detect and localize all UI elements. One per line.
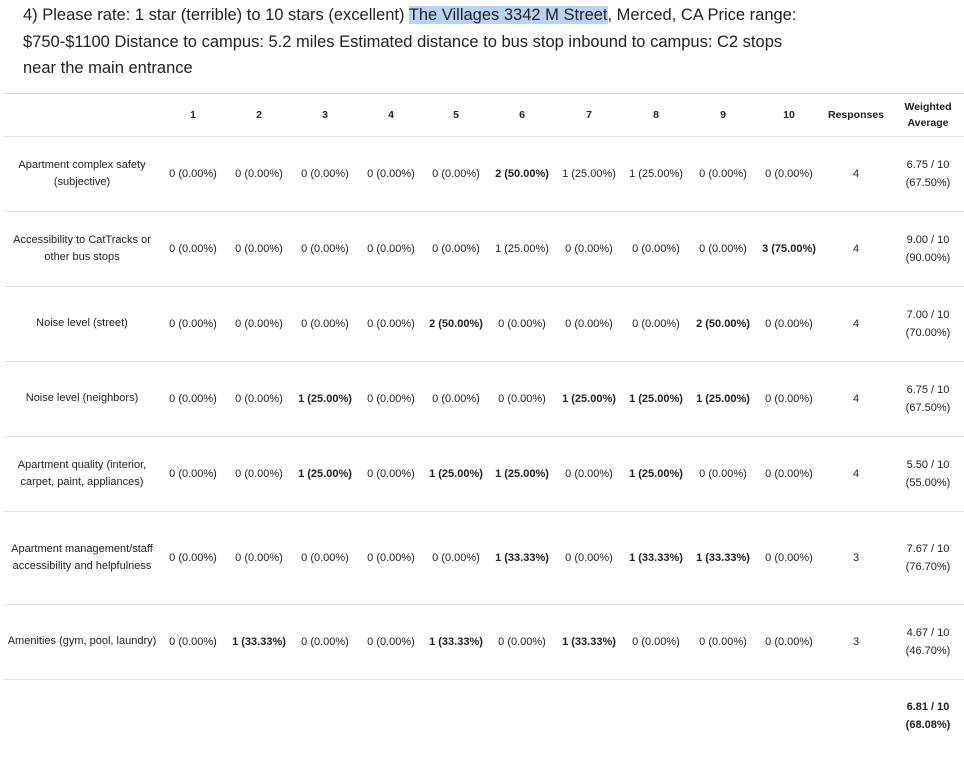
weighted-average-value: 7.00 / 10 (890, 306, 964, 324)
rating-cell (690, 287, 756, 362)
rating-cell-text: 0 (0.00%) (301, 636, 349, 648)
rating-cell-text: 0 (0.00%) (235, 468, 283, 480)
rating-cell-text: 0 (0.00%) (367, 168, 415, 180)
rating-cell (292, 512, 358, 605)
table-row (4, 605, 964, 680)
rating-cell (556, 512, 622, 605)
rating-cell-text: 0 (0.00%) (367, 468, 415, 480)
rating-cell-text: 2 (50.00%) (495, 168, 549, 180)
table-body (4, 137, 964, 758)
rating-cell-text: 1 (25.00%) (629, 393, 683, 405)
row-label: Apartment management/staff accessibility and helpfulness (4, 512, 160, 605)
rating-cell (556, 212, 622, 287)
rating-cell-text: 0 (0.00%) (235, 552, 283, 564)
rating-cell-text: 1 (25.00%) (495, 468, 549, 480)
rating-cell (226, 362, 292, 437)
column-header: 2 (226, 94, 292, 137)
empty-cell (488, 680, 556, 758)
overall-weighted-average (890, 680, 964, 758)
row-label: Apartment complex safety (subjective) (4, 137, 160, 212)
rating-cell (690, 605, 756, 680)
responses-cell: 4 (822, 137, 890, 212)
row-label: Amenities (gym, pool, laundry) (4, 605, 160, 680)
rating-cell (358, 512, 424, 605)
rating-cell-text: 0 (0.00%) (765, 393, 813, 405)
overall-average-percent: (68.08%) (890, 716, 964, 734)
empty-cell (4, 680, 160, 758)
weighted-average-cell (890, 437, 964, 512)
rating-cell-text: 0 (0.00%) (632, 636, 680, 648)
weighted-average-value: 9.00 / 10 (890, 231, 964, 249)
highlighted-selection[interactable]: The Villages 3342 M Street (409, 6, 608, 24)
table-row (4, 287, 964, 362)
rating-cell-text: 0 (0.00%) (367, 552, 415, 564)
rating-cell (756, 287, 822, 362)
responses-cell: 4 (822, 287, 890, 362)
rating-cell (424, 287, 488, 362)
rating-cell-text: 1 (33.33%) (629, 552, 683, 564)
rating-cell (358, 137, 424, 212)
rating-cell-text: 0 (0.00%) (765, 168, 813, 180)
rating-cell (292, 362, 358, 437)
column-header: Weighted Average (890, 94, 964, 137)
empty-cell (822, 680, 890, 758)
rating-cell-text: 0 (0.00%) (301, 318, 349, 330)
rating-cell-text: 1 (25.00%) (629, 168, 683, 180)
rating-cell-text: 0 (0.00%) (235, 393, 283, 405)
column-header: 10 (756, 94, 822, 137)
table-row (4, 512, 964, 605)
rating-cell (160, 287, 226, 362)
rating-cell-text: 0 (0.00%) (632, 243, 680, 255)
rating-cell-text: 0 (0.00%) (765, 468, 813, 480)
rating-cell-text: 0 (0.00%) (367, 393, 415, 405)
weighted-average-cell (890, 137, 964, 212)
rating-cell-text: 1 (25.00%) (298, 468, 352, 480)
overall-row (4, 680, 964, 758)
empty-cell (424, 680, 488, 758)
table-row (4, 137, 964, 212)
rating-cell (424, 137, 488, 212)
rating-cell-text: 0 (0.00%) (699, 636, 747, 648)
rating-cell (160, 437, 226, 512)
rating-cell-text: 0 (0.00%) (699, 468, 747, 480)
rating-cell (226, 605, 292, 680)
rating-cell (292, 605, 358, 680)
weighted-average-cell (890, 605, 964, 680)
weighted-average-value: 6.75 / 10 (890, 156, 964, 174)
rating-cell (160, 212, 226, 287)
weighted-average-cell (890, 362, 964, 437)
empty-cell (556, 680, 622, 758)
rating-cell-text: 2 (50.00%) (429, 318, 483, 330)
rating-cell (556, 137, 622, 212)
table-row (4, 212, 964, 287)
rating-cell (756, 605, 822, 680)
weighted-average-value: 6.75 / 10 (890, 381, 964, 399)
rating-cell-text: 0 (0.00%) (432, 243, 480, 255)
rating-cell (622, 437, 690, 512)
column-header: Responses (822, 94, 890, 137)
question-text (23, 2, 813, 82)
ratings-table (4, 93, 964, 758)
weighted-average-percent: (76.70%) (890, 558, 964, 576)
rating-cell (756, 137, 822, 212)
rating-cell-text: 1 (33.33%) (429, 636, 483, 648)
responses-cell: 4 (822, 212, 890, 287)
rating-cell-text: 1 (25.00%) (298, 393, 352, 405)
rating-cell-text: 1 (25.00%) (629, 468, 683, 480)
rating-cell (292, 287, 358, 362)
rating-cell (556, 287, 622, 362)
rating-cell-text: 0 (0.00%) (169, 393, 217, 405)
rating-cell (292, 437, 358, 512)
column-header: 3 (292, 94, 358, 137)
column-header: 6 (488, 94, 556, 137)
rating-cell-text: 0 (0.00%) (765, 636, 813, 648)
empty-cell (756, 680, 822, 758)
weighted-average-percent: (46.70%) (890, 642, 964, 660)
rating-cell (690, 362, 756, 437)
rating-cell (756, 362, 822, 437)
rating-cell (622, 212, 690, 287)
rating-cell-text: 0 (0.00%) (169, 318, 217, 330)
rating-cell (488, 437, 556, 512)
weighted-average-percent: (67.50%) (890, 399, 964, 417)
rating-cell-text: 0 (0.00%) (699, 243, 747, 255)
header-row (4, 94, 964, 137)
responses-cell: 3 (822, 605, 890, 680)
rating-cell (160, 605, 226, 680)
rating-cell (556, 605, 622, 680)
column-header: 5 (424, 94, 488, 137)
rating-cell (160, 362, 226, 437)
rating-cell (488, 137, 556, 212)
row-label: Accessibility to CatTracks or other bus stops (4, 212, 160, 287)
rating-cell (690, 137, 756, 212)
rating-cell-text: 0 (0.00%) (632, 318, 680, 330)
rating-cell (160, 512, 226, 605)
responses-cell: 4 (822, 362, 890, 437)
rating-cell (358, 362, 424, 437)
rating-cell-text: 0 (0.00%) (765, 552, 813, 564)
rating-cell (358, 287, 424, 362)
rating-cell (556, 362, 622, 437)
empty-cell (292, 680, 358, 758)
column-header: 4 (358, 94, 424, 137)
question-suffix: , Merced, CA Price range: $750-$1100 Distance to campus: 5.2 miles Estimated distance to bus stop inbound to campus: C2 stops near the main entrance (23, 6, 796, 77)
rating-cell (488, 362, 556, 437)
rating-cell-text: 0 (0.00%) (301, 168, 349, 180)
responses-cell: 3 (822, 512, 890, 605)
table-row (4, 362, 964, 437)
rating-cell-text: 0 (0.00%) (235, 168, 283, 180)
rating-cell-text: 1 (25.00%) (562, 393, 616, 405)
rating-cell-text: 2 (50.00%) (696, 318, 750, 330)
rating-cell (622, 605, 690, 680)
rating-cell (756, 212, 822, 287)
rating-cell (226, 512, 292, 605)
column-header: 7 (556, 94, 622, 137)
column-header: 9 (690, 94, 756, 137)
rating-cell (358, 605, 424, 680)
rating-cell (424, 512, 488, 605)
rating-cell-text: 0 (0.00%) (169, 552, 217, 564)
rating-cell-text: 0 (0.00%) (235, 318, 283, 330)
rating-cell (226, 437, 292, 512)
rating-cell-text: 0 (0.00%) (765, 318, 813, 330)
rating-cell-text: 0 (0.00%) (169, 168, 217, 180)
rating-cell-text: 0 (0.00%) (367, 243, 415, 255)
rating-cell-text: 0 (0.00%) (699, 168, 747, 180)
empty-cell (622, 680, 690, 758)
weighted-average-cell (890, 512, 964, 605)
rating-cell (622, 512, 690, 605)
responses-cell: 4 (822, 437, 890, 512)
weighted-average-value: 4.67 / 10 (890, 624, 964, 642)
rating-cell (488, 212, 556, 287)
rating-cell-text: 0 (0.00%) (432, 168, 480, 180)
rating-cell-text: 1 (33.33%) (495, 552, 549, 564)
column-header: 8 (622, 94, 690, 137)
rating-cell (488, 512, 556, 605)
rating-cell (690, 512, 756, 605)
rating-cell (424, 362, 488, 437)
rating-cell-text: 1 (33.33%) (232, 636, 286, 648)
rating-cell-text: 0 (0.00%) (565, 243, 613, 255)
rating-cell-text: 0 (0.00%) (565, 552, 613, 564)
rating-cell (424, 212, 488, 287)
rating-cell-text: 1 (25.00%) (429, 468, 483, 480)
rating-cell-text: 1 (33.33%) (696, 552, 750, 564)
weighted-average-percent: (90.00%) (890, 249, 964, 267)
rating-cell (424, 437, 488, 512)
rating-cell-text: 0 (0.00%) (367, 636, 415, 648)
overall-average-value: 6.81 / 10 (890, 698, 964, 716)
empty-cell (160, 680, 226, 758)
rating-cell (226, 212, 292, 287)
rating-cell (226, 137, 292, 212)
rating-cell-text: 1 (25.00%) (495, 243, 549, 255)
empty-cell (358, 680, 424, 758)
rating-cell (358, 212, 424, 287)
rating-cell-text: 0 (0.00%) (169, 468, 217, 480)
header-label-spacer (4, 94, 160, 137)
weighted-average-value: 7.67 / 10 (890, 540, 964, 558)
rating-cell-text: 0 (0.00%) (301, 243, 349, 255)
empty-cell (226, 680, 292, 758)
rating-cell-text: 0 (0.00%) (432, 552, 480, 564)
weighted-average-percent: (70.00%) (890, 324, 964, 342)
rating-cell (292, 137, 358, 212)
rating-cell (622, 362, 690, 437)
rating-cell-text: 0 (0.00%) (498, 318, 546, 330)
rating-cell-text: 0 (0.00%) (498, 636, 546, 648)
empty-cell (690, 680, 756, 758)
weighted-average-cell (890, 212, 964, 287)
rating-cell-text: 3 (75.00%) (762, 243, 816, 255)
row-label: Apartment quality (interior, carpet, paint, appliances) (4, 437, 160, 512)
rating-cell-text: 1 (25.00%) (696, 393, 750, 405)
rating-cell (292, 212, 358, 287)
rating-cell (226, 287, 292, 362)
column-header: 1 (160, 94, 226, 137)
rating-cell (488, 605, 556, 680)
rating-cell-text: 0 (0.00%) (498, 393, 546, 405)
weighted-average-percent: (67.50%) (890, 174, 964, 192)
weighted-average-cell (890, 287, 964, 362)
rating-cell-text: 1 (25.00%) (562, 168, 616, 180)
rating-cell-text: 0 (0.00%) (169, 243, 217, 255)
rating-cell (160, 137, 226, 212)
weighted-average-percent: (55.00%) (890, 474, 964, 492)
rating-cell-text: 0 (0.00%) (169, 636, 217, 648)
rating-cell-text: 1 (33.33%) (562, 636, 616, 648)
rating-cell-text: 0 (0.00%) (235, 243, 283, 255)
rating-cell-text: 0 (0.00%) (565, 318, 613, 330)
row-label: Noise level (neighbors) (4, 362, 160, 437)
weighted-average-value: 5.50 / 10 (890, 456, 964, 474)
rating-cell (488, 287, 556, 362)
table-row (4, 437, 964, 512)
rating-cell (690, 212, 756, 287)
rating-cell (556, 437, 622, 512)
rating-cell (424, 605, 488, 680)
rating-cell (756, 512, 822, 605)
rating-cell-text: 0 (0.00%) (565, 468, 613, 480)
rating-cell (690, 437, 756, 512)
rating-cell (622, 137, 690, 212)
question-prefix: 4) Please rate: 1 star (terrible) to 10 stars (excellent) (23, 6, 409, 24)
row-label: Noise level (street) (4, 287, 160, 362)
rating-cell (622, 287, 690, 362)
rating-cell-text: 0 (0.00%) (367, 318, 415, 330)
rating-cell-text: 0 (0.00%) (301, 552, 349, 564)
rating-cell (756, 437, 822, 512)
rating-cell-text: 0 (0.00%) (432, 393, 480, 405)
rating-cell (358, 437, 424, 512)
